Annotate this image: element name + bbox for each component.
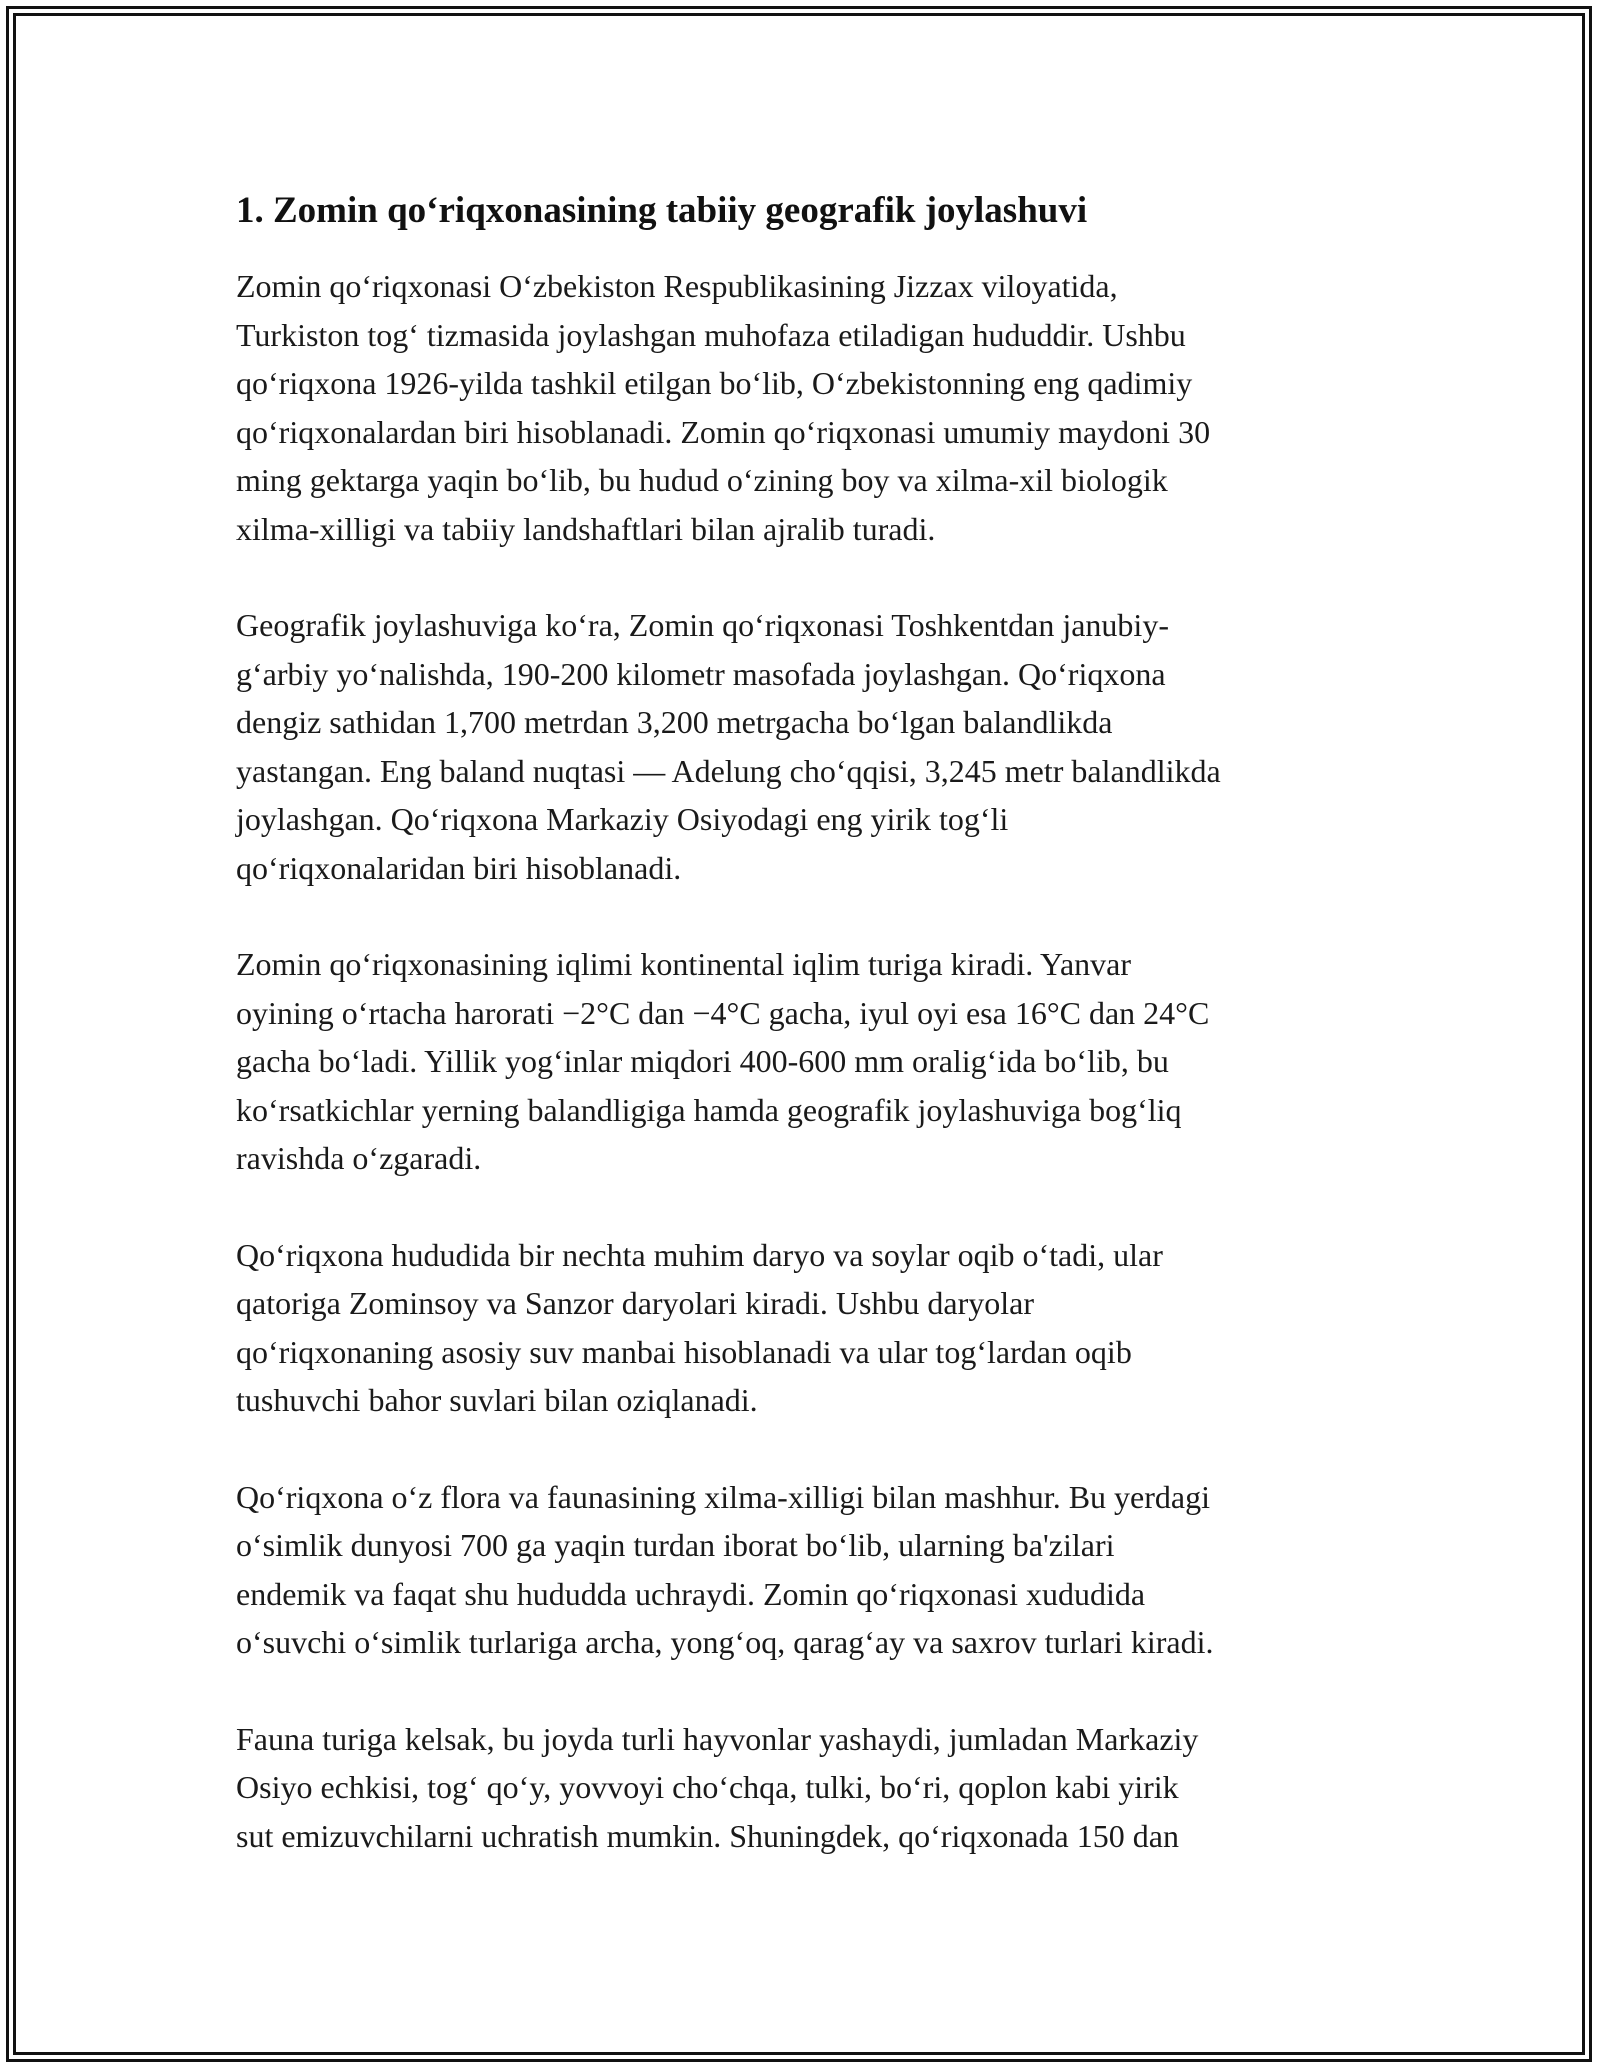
text-line: qo‘riqxona 1926-yilda tashkil etilgan bo‘lib, O‘zbekistonning eng qadimiy (236, 365, 1193, 401)
text-line: Qo‘riqxona hududida bir nechta muhim daryo va soylar oqib o‘tadi, ular (236, 1236, 1163, 1273)
paragraph (236, 1231, 1386, 1425)
text-line: g‘arbiy yo‘nalishda, 190-200 kilometr masofada joylashgan. Qo‘riqxona (236, 655, 1166, 692)
paragraph (236, 1473, 1386, 1667)
section-heading: 1. Zomin qo‘riqxonasining tabiiy geografik joylashuvi (236, 190, 1088, 231)
text-line: sut emizuvchilarni uchratish mumkin. Shuningdek, qo‘riqxonada 150 dan (236, 1817, 1179, 1854)
text-line: ravishda o‘zgaradi. (236, 1140, 482, 1176)
text-line: joylashgan. Qo‘riqxona Markaziy Osiyodagi eng yirik tog‘li (236, 801, 1009, 837)
text-line: endemik va faqat shu hududda uchraydi. Zomin qo‘riqxonasi xududida (236, 1575, 1146, 1612)
text-line: o‘suvchi o‘simlik turlariga archa, yong‘oq, qarag‘ay va saxrov turlari kiradi. (236, 1624, 1214, 1660)
document-body (236, 188, 1386, 1908)
paragraph-list (236, 262, 1386, 1860)
text-line: Fauna turiga kelsak, bu joyda turli hayvonlar yashaydi, jumladan Markaziy (236, 1720, 1199, 1757)
text-line: qatoriga Zominsoy va Sanzor daryolari kiradi. Ushbu daryolar (236, 1285, 1034, 1321)
text-line: ming gektarga yaqin bo‘lib, bu hudud o‘zining boy va xilma-xil biologik (236, 462, 1168, 498)
text-line: Zomin qo‘riqxonasining iqlimi kontinental iqlim turiga kiradi. Yanvar (236, 946, 1132, 982)
text-line: qo‘riqxonaning asosiy suv manbai hisoblanadi va ular tog‘lardan oqib (236, 1333, 1132, 1370)
text-line: Osiyo echkisi, tog‘ qo‘y, yovvoyi cho‘chqa, tulki, bo‘ri, qoplon kabi yirik (236, 1769, 1179, 1805)
text-line: Turkiston tog‘ tizmasida joylashgan muhofaza etiladigan hududdir. Ushbu (236, 316, 1186, 353)
paragraph (236, 262, 1386, 553)
text-line: o‘simlik dunyosi 700 ga yaqin turdan iborat bo‘lib, ularning ba'zilari (236, 1527, 1115, 1563)
text-line: gacha bo‘ladi. Yillik yog‘inlar miqdori 400-600 mm oralig‘ida bo‘lib, bu (236, 1043, 1169, 1079)
paragraph (236, 1715, 1386, 1861)
text-line: oyining o‘rtacha harorati −2°C dan −4°C gacha, iyul oyi esa 16°C dan 24°C (236, 994, 1210, 1031)
paragraph (236, 601, 1386, 892)
text-line: qo‘riqxonalaridan biri hisoblanadi. (236, 849, 682, 886)
text-line: tushuvchi bahor suvlari bilan oziqlanadi. (236, 1382, 758, 1418)
text-line: xilma-xilligi va tabiiy landshaftlari bilan ajralib turadi. (236, 510, 936, 547)
text-line: yastangan. Eng baland nuqtasi — Adelung cho‘qqisi, 3,245 metr balandlikda (236, 752, 1221, 789)
text-line: Zomin qo‘riqxonasi O‘zbekiston Respublikasining Jizzax viloyatida, (236, 268, 1118, 304)
paragraph (236, 940, 1386, 1183)
text-line: ko‘rsatkichlar yerning balandligiga hamda geografik joylashuviga bog‘liq (236, 1091, 1182, 1128)
text-line: Qo‘riqxona o‘z flora va faunasining xilma-xilligi bilan mashhur. Bu yerdagi (236, 1478, 1210, 1515)
text-line: Geografik joylashuviga ko‘ra, Zomin qo‘riqxonasi Toshkentdan janubiy- (236, 607, 1169, 643)
text-line: dengiz sathidan 1,700 metrdan 3,200 metrgacha bo‘lgan balandlikda (236, 704, 1113, 740)
text-line: qo‘riqxonalardan biri hisoblanadi. Zomin qo‘riqxonasi umumiy maydoni 30 (236, 413, 1211, 450)
